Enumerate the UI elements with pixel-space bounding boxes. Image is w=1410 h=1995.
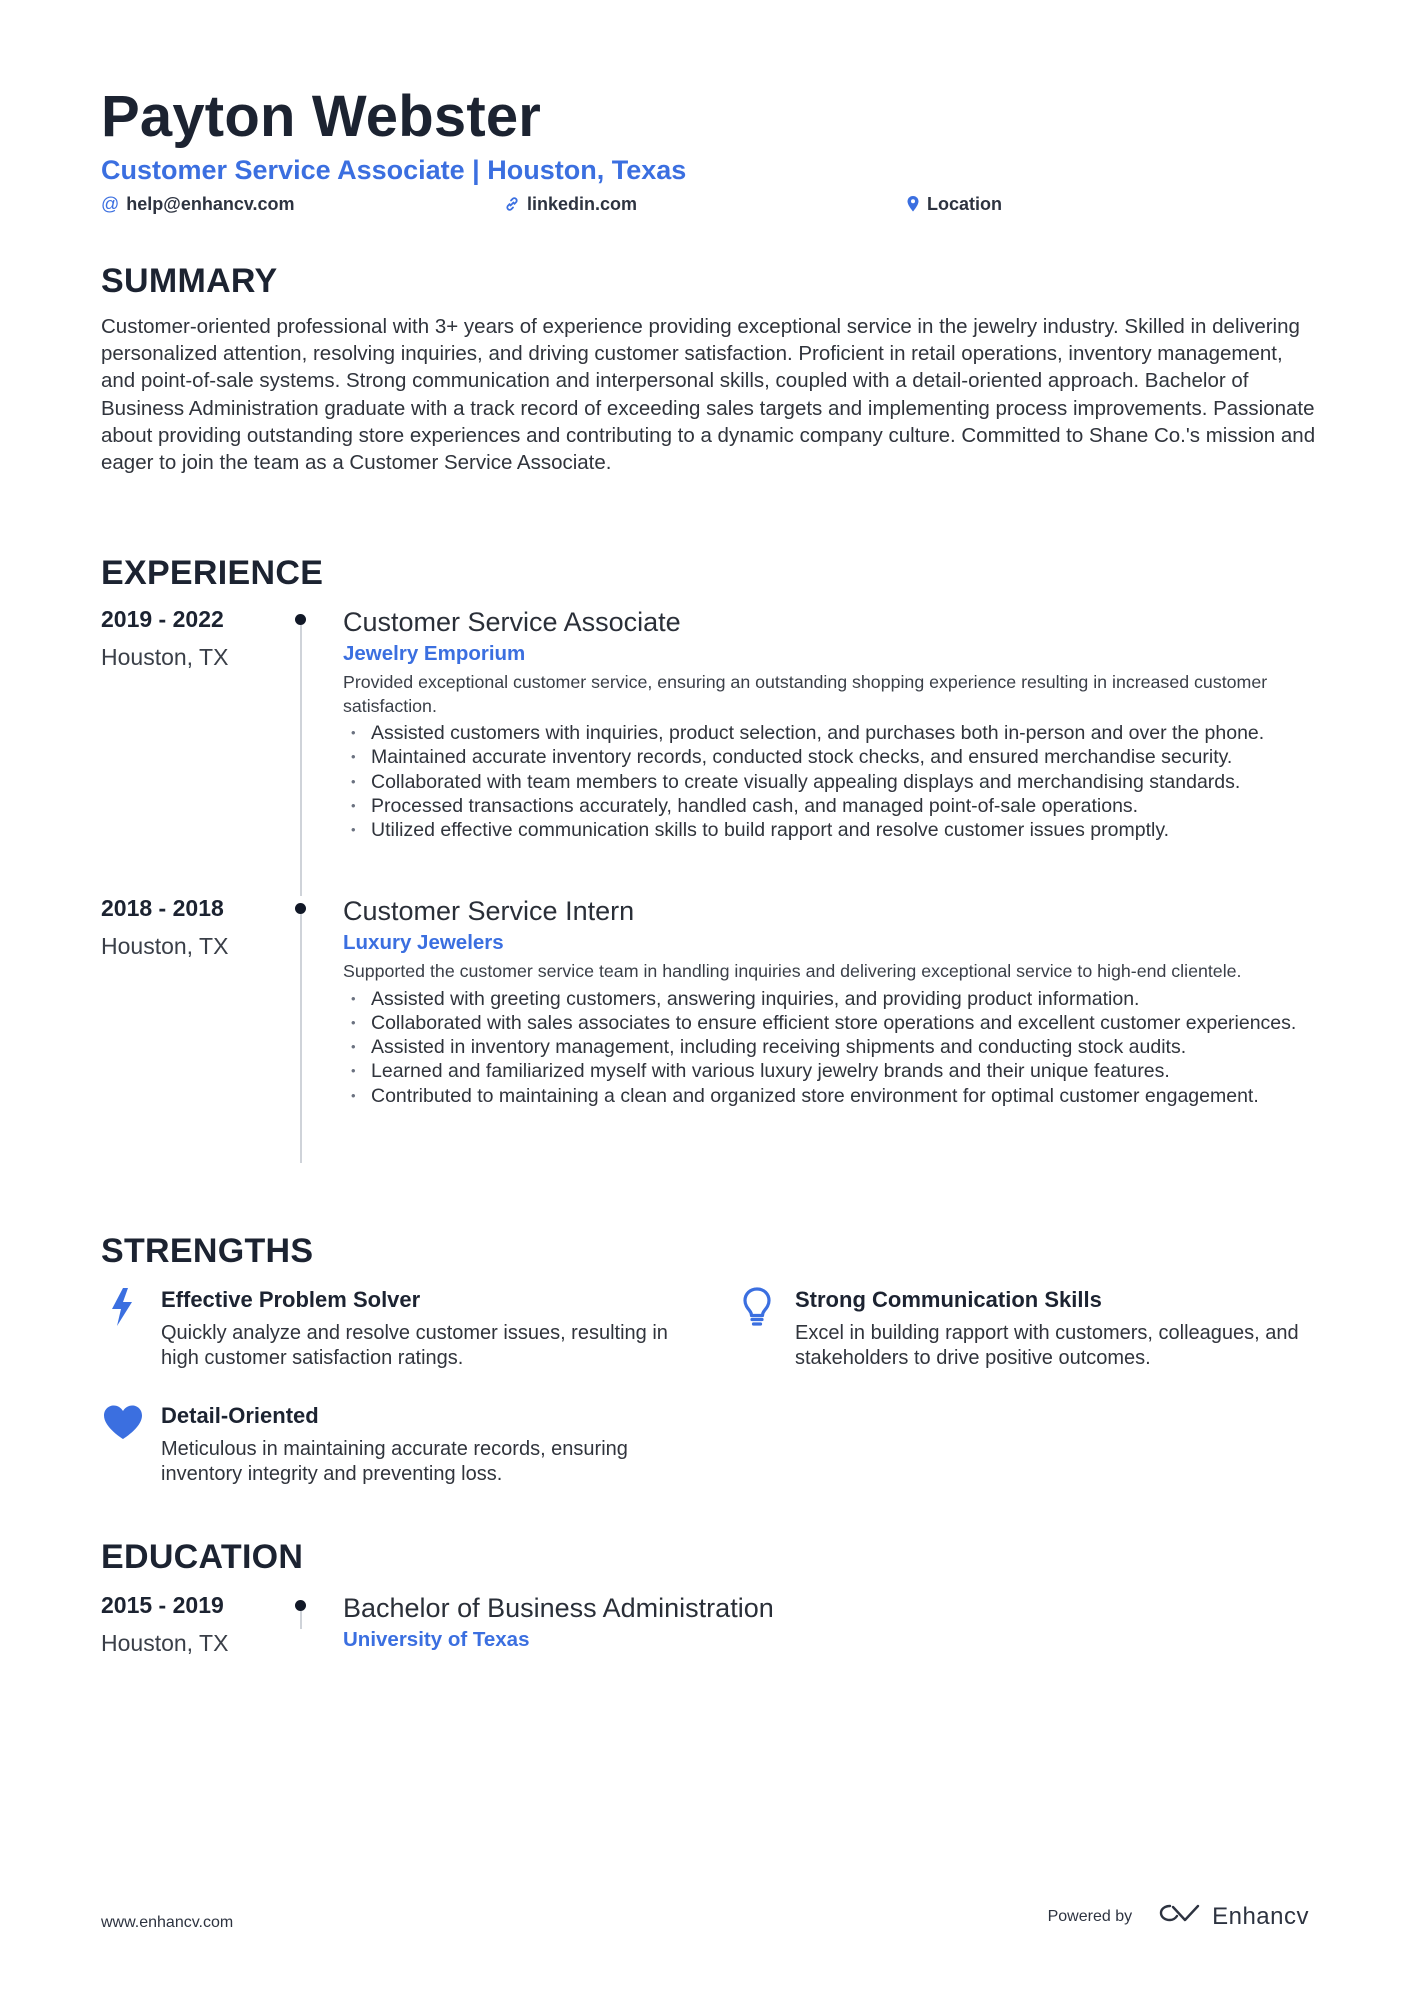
enhancv-logo-text: Enhancv (1212, 1902, 1309, 1930)
entry-location: Houston, TX (101, 933, 229, 959)
timeline-dot (295, 614, 306, 625)
entry-dates: 2018 - 2018 (101, 895, 224, 921)
linkedin-text: linkedin.com (527, 194, 638, 214)
entry-bullets (343, 721, 1316, 842)
timeline-line (300, 1611, 302, 1629)
entry-body (343, 604, 1316, 842)
contact-linkedin[interactable] (504, 192, 637, 216)
lightbulb-icon (735, 1285, 779, 1329)
strength-title: Effective Problem Solver (161, 1287, 421, 1312)
entry-location: Houston, TX (101, 644, 229, 670)
entry-role: Customer Service Intern (343, 896, 635, 926)
bullet-item: • Learned and familiarized myself with various luxury jewelry brands and their unique features. (343, 1059, 1316, 1083)
education-degree: Bachelor of Business Administration (343, 1593, 774, 1623)
timeline-dot (295, 903, 306, 914)
timeline-line (300, 625, 302, 896)
entry-dates: 2019 - 2022 (101, 606, 224, 632)
bullet-item: • Assisted with greeting customers, answering inquiries, and providing product information. (343, 987, 1316, 1011)
email-text: help@enhancv.com (126, 194, 295, 214)
timeline-line (300, 914, 302, 1163)
entry-body (343, 893, 1316, 1108)
entry-company: Luxury Jewelers (343, 931, 504, 954)
bullet-item: • Maintained accurate inventory records, conducted stock checks, and ensured merchandise security. (343, 745, 1316, 769)
strengths-heading: STRENGTHS (101, 1232, 314, 1270)
bullet-item: • Contributed to maintaining a clean and organized store environment for optimal customer engagement. (343, 1084, 1316, 1108)
candidate-name: Payton Webster (101, 84, 542, 149)
entry-bullets (343, 987, 1316, 1108)
experience-heading: EXPERIENCE (101, 554, 324, 592)
footer-website[interactable]: www.enhancv.com (101, 1914, 234, 1931)
enhancv-logo-icon (1158, 1902, 1204, 1931)
bullet-item: • Utilized effective communication skills to build rapport and resolve customer issues promptly. (343, 818, 1316, 842)
bullet-item: • Assisted in inventory management, including receiving shipments and conducting stock audits. (343, 1035, 1316, 1059)
strength-description: Excel in building rapport with customers, colleagues, and stakeholders to drive positive outcomes. (795, 1322, 1299, 1369)
enhancv-logo[interactable] (1158, 1902, 1309, 1931)
summary-heading: SUMMARY (101, 262, 278, 300)
candidate-headline: Customer Service Associate | Houston, Texas (101, 155, 687, 185)
education-heading: EDUCATION (101, 1538, 304, 1576)
bullet-item: • Collaborated with sales associates to ensure efficient store operations and excellent customer experiences. (343, 1011, 1316, 1035)
summary-text: Customer-oriented professional with 3+ years of experience providing exceptional service in the jewelry industry. Skilled in delivering personalized attention, resolving inquiries, and driving customer satisfaction. Proficient in retail operations, inventory management, and point-of-sale systems. Strong communication and interpersonal skills, coupled with a detail-oriented approach. Bachelor of Business Administration graduate with a track record of exceeding sales targets and implementing process improvements. Passionate about providing outstanding store experiences and contributing to a dynamic company culture. Committed to Shane Co.'s mission and eager to join the team as a Customer Service Associate. (101, 315, 1316, 475)
bullet-item: • Assisted customers with inquiries, product selection, and purchases both in-person and over the phone. (343, 721, 1316, 745)
bullet-item: • Collaborated with team members to create visually appealing displays and merchandising standards. (343, 770, 1316, 794)
entry-dates: 2015 - 2019 (101, 1592, 224, 1618)
entry-role: Customer Service Associate (343, 607, 681, 637)
map-pin-icon (906, 195, 920, 213)
contact-location (906, 192, 1002, 216)
powered-by-text: Powered by (1047, 1907, 1133, 1925)
timeline-dot (295, 1600, 306, 1611)
heart-icon (101, 1401, 145, 1445)
location-text: Location (927, 194, 1002, 214)
strength-description: Quickly analyze and resolve customer issues, resulting in high customer satisfaction ratings. (161, 1322, 668, 1369)
lightning-bolt-icon (101, 1285, 145, 1329)
at-icon: @ (101, 194, 120, 214)
education-school: University of Texas (343, 1628, 530, 1651)
entry-body (343, 1590, 1316, 1654)
bullet-item: • Processed transactions accurately, handled cash, and managed point-of-sale operations. (343, 794, 1316, 818)
footer-branding (1048, 1902, 1309, 1931)
strength-title: Strong Communication Skills (795, 1287, 1102, 1312)
entry-description: Supported the customer service team in handling inquiries and delivering exceptional service to high-end clientele. (343, 961, 1242, 981)
contact-email[interactable] (101, 192, 295, 216)
entry-company: Jewelry Emporium (343, 642, 526, 665)
link-icon (504, 196, 520, 212)
strength-description: Meticulous in maintaining accurate records, ensuring inventory integrity and preventing loss. (161, 1438, 628, 1485)
entry-location: Houston, TX (101, 1630, 229, 1656)
entry-description: Provided exceptional customer service, ensuring an outstanding shopping experience resulting in increased customer satisfaction. (343, 672, 1268, 716)
strength-title: Detail-Oriented (161, 1403, 319, 1428)
